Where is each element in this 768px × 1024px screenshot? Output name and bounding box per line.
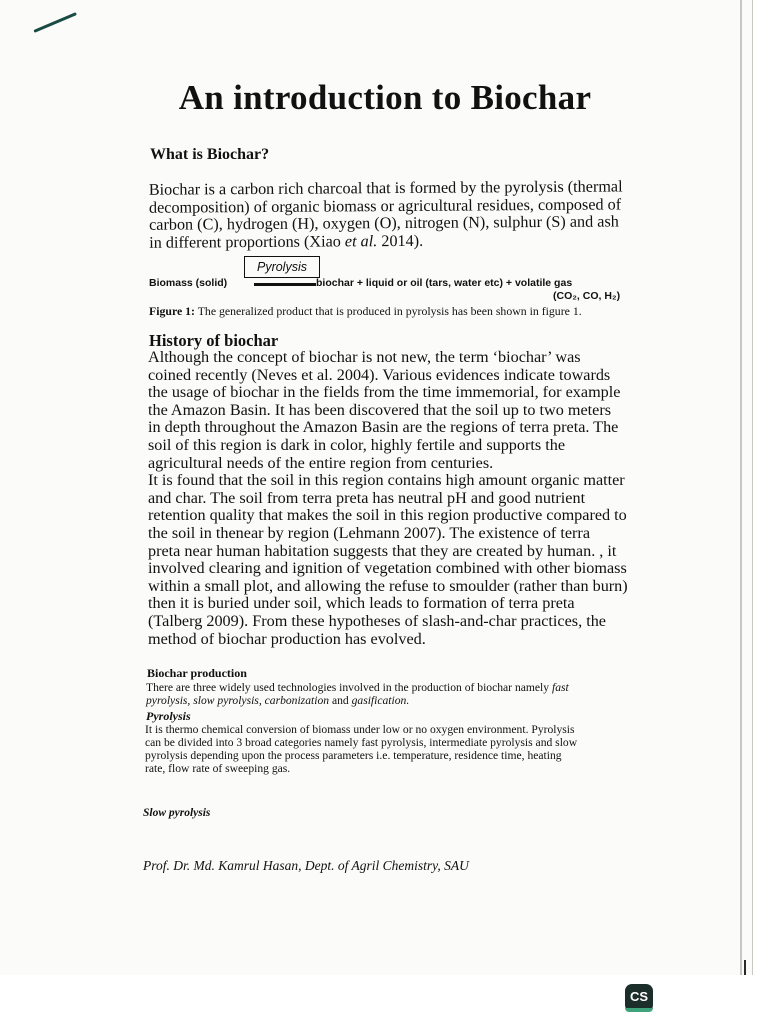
pyrolysis-box: Pyrolysis [244,256,320,278]
heading-biochar-production: Biochar production [147,666,247,680]
figure-arrow [254,283,316,286]
history-line: and char. The soil from terra preta has neutral pH and good nutrient [148,488,586,507]
figure-products-label: biochar + liquid or oil (tars, water etc) + volatile gas [316,277,573,289]
history-line: involved clearing and ignition of vegetation combined with other biomass [148,559,627,578]
page-edge-shadow [740,0,742,975]
history-line: then it is buried under soil, which leads to formation of terra preta [148,594,575,613]
page-corner-mark [744,960,746,975]
history-line: coined recently (Neves et al. 2004). Various evidences indicate towards [148,365,611,384]
history-line: retention quality that makes the soil in this region productive compared to [148,506,627,525]
history-line: method of biochar production has evolved. [148,629,426,648]
pyrolysis-line: rate, flow rate of sweeping gas. [145,762,291,775]
heading-history: History of biochar [149,331,279,350]
figure-caption: Figure 1: The generalized product that is produced in pyrolysis has been shown in figure 1. [149,304,582,318]
history-line: the usage of biochar in the fields from the time immemorial, for example [148,383,621,402]
history-line: (Talberg 2009). From these hypotheses of slash-and-char practices, the [148,611,606,630]
camscanner-badge-icon: CS [625,984,653,1012]
heading-what-is-biochar: What is Biochar? [150,146,270,163]
history-line: within a small plot, and allowing the refuse to smoulder (rather than burn) [148,576,628,595]
history-line: It is found that the soil in this region contains high amount organic matter [148,471,625,490]
history-paragraph [148,349,640,648]
pen-mark [33,12,77,33]
pyrolysis-text [145,723,645,775]
production-text [146,681,646,707]
history-line: agricultural needs of the entire region from centuries. [148,453,494,472]
production-line-2: pyrolysis, slow pyrolysis, carbonization and gasification. [146,694,410,707]
author-footer: Prof. Dr. Md. Kamrul Hasan, Dept. of Agril Chemistry, SAU [143,858,469,873]
pyrolysis-line: It is thermo chemical conversion of biomass under low or no oxygen environment. Pyrolysis [145,723,575,736]
heading-pyrolysis: Pyrolysis [146,709,191,723]
figure-gases-label: (CO₂, CO, H₂) [553,290,621,302]
history-line: preta near human habitation suggests that they are created by human. , it [148,541,617,560]
pyrolysis-line: pyrolysis depending upon the process parameters i.e. temperature, residence time, heating [145,749,562,762]
what-line: carbon (C), hydrogen (H), oxygen (O), nitrogen (N), sulphur (S) and ash [148,212,619,234]
what-line: decomposition) of organic biomass or agricultural residues, composed of [148,195,622,217]
page-title: An introduction to Biochar [178,78,592,117]
history-line: Although the concept of biochar is not new, the term ‘biochar’ was [148,348,581,366]
production-line-1: There are three widely used technologies involved in the production of biochar namely fast [146,681,569,694]
figure-biomass-label: Biomass (solid) [149,277,228,289]
what-paragraph [149,178,648,252]
history-line: soil of this region is dark in color, highly fertile and supports the [148,435,566,454]
history-line: the soil in thenear by region (Lehmann 2007). The existence of terra [148,523,591,542]
pyrolysis-line: can be divided into 3 broad categories namely fast pyrolysis, intermediate pyrolysis and slow [145,736,578,749]
history-line: the Amazon Basin. It has been discovered that the soil up to two meters [148,400,612,419]
history-line: in depth throughout the Amazon Basin are the regions of terra preta. The [148,418,619,437]
what-line-last: in different proportions (Xiao et al. 2014). [149,231,424,252]
heading-slow-pyrolysis: Slow pyrolysis [143,807,211,819]
what-line: Biochar is a carbon rich charcoal that is formed by the pyrolysis (thermal [148,177,623,199]
